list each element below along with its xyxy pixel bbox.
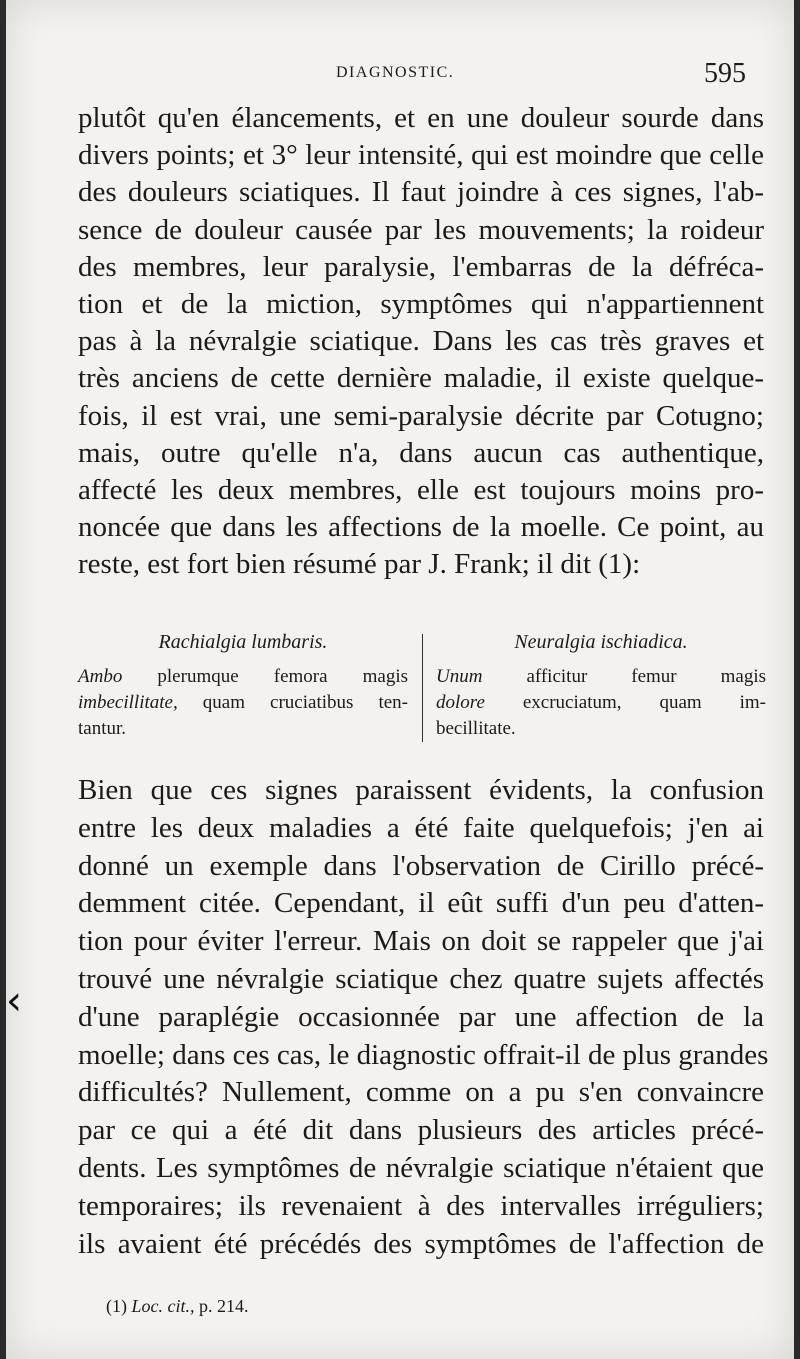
- text-line: des membres, leur paralysie, l'embarras de la défréca-: [78, 250, 764, 283]
- text-line: demment citée. Cependant, il eût suffi d'un peu d'atten-: [78, 887, 764, 920]
- footnote-marker: (1): [106, 1296, 127, 1316]
- text-line: trouvé une névralgie sciatique chez quatre sujets affectés: [78, 962, 764, 995]
- page-header: [6, 56, 794, 96]
- running-head: DIAGNOSTIC.: [336, 64, 455, 81]
- text-line: difficultés? Nullement, comme on a pu s'en convaincre: [78, 1076, 764, 1109]
- quote-line: tantur.: [78, 718, 127, 739]
- text-line: donné un exemple dans l'observation de Cirillo précé-: [78, 849, 764, 882]
- text-line: divers points; et 3° leur intensité, qui est moindre que celle: [78, 139, 764, 172]
- quote-left-column: [78, 620, 408, 742]
- text-line: affecté les deux membres, elle est toujours moins pro-: [78, 473, 764, 506]
- text-line: des douleurs sciatiques. Il faut joindre à ces signes, l'ab-: [78, 176, 764, 209]
- text-line: tion et de la miction, symptômes qui n'appartiennent: [78, 287, 764, 320]
- quote-line: dolore excruciatum, quam im-: [436, 692, 766, 713]
- text-line: pas à la névralgie sciatique. Dans les cas très graves et: [78, 325, 764, 358]
- paragraph-continued: [78, 100, 764, 583]
- quote-line: Unum afficitur femur magis: [436, 666, 766, 687]
- text-line: par ce qui a été dit dans plusieurs des articles précé-: [78, 1114, 764, 1147]
- text-line: plutôt qu'en élancements, et en une douleur sourde dans: [78, 102, 764, 134]
- footnote-citation: Loc. cit.,: [131, 1296, 195, 1316]
- text-line: dents. Les symptômes de névralgie sciatique n'étaient que: [78, 1151, 764, 1184]
- text-line: très anciens de cette dernière maladie, il existe quelque-: [78, 362, 764, 395]
- text-line: moelle; dans ces cas, le diagnostic offrait-il de plus grandes: [78, 1038, 769, 1071]
- text-line: noncée que dans les affections de la moelle. Ce point, au: [78, 511, 764, 544]
- quote-left-title: Rachialgia lumbaris.: [158, 631, 328, 653]
- page-number: 595: [704, 58, 746, 89]
- margin-mark-icon: ‹: [6, 978, 22, 1024]
- text-line: fois, il est vrai, une semi-paralysie décrite par Cotugno;: [78, 399, 764, 432]
- text-line: temporaires; ils revenaient à des intervalles irréguliers;: [78, 1189, 764, 1222]
- footnote: [106, 1296, 249, 1317]
- text-line: ils avaient été précédés des symptômes de l'affection de: [78, 1227, 764, 1260]
- footnote-page: p. 214.: [194, 1296, 249, 1316]
- column-divider: [422, 634, 423, 742]
- text-line: entre les deux maladies a été faite quelquefois; j'en ai: [78, 811, 764, 844]
- two-column-quotation: [78, 620, 764, 748]
- text-line: mais, outre qu'elle n'a, dans aucun cas authentique,: [78, 436, 764, 469]
- text-line: reste, est fort bien résumé par J. Frank; il dit (1):: [78, 548, 641, 581]
- quote-line: becillitate.: [436, 718, 516, 739]
- text-line: tion pour éviter l'erreur. Mais on doit se rappeler que j'ai: [78, 925, 764, 958]
- book-page: [6, 0, 794, 1359]
- text-line: Bien que ces signes paraissent évidents, la confusion: [78, 774, 764, 806]
- quote-line: imbecillitate, quam cruciatibus ten-: [78, 692, 408, 713]
- quote-right-column: [436, 620, 766, 742]
- text-line: sence de douleur causée par les mouvements; la roideur: [78, 213, 764, 246]
- text-line: d'une paraplégie occasionnée par une affection de la: [78, 1000, 764, 1033]
- paragraph: [78, 772, 769, 1263]
- quote-line: Ambo plerumque femora magis: [78, 666, 408, 687]
- quote-right-title: Neuralgia ischiadica.: [514, 631, 688, 653]
